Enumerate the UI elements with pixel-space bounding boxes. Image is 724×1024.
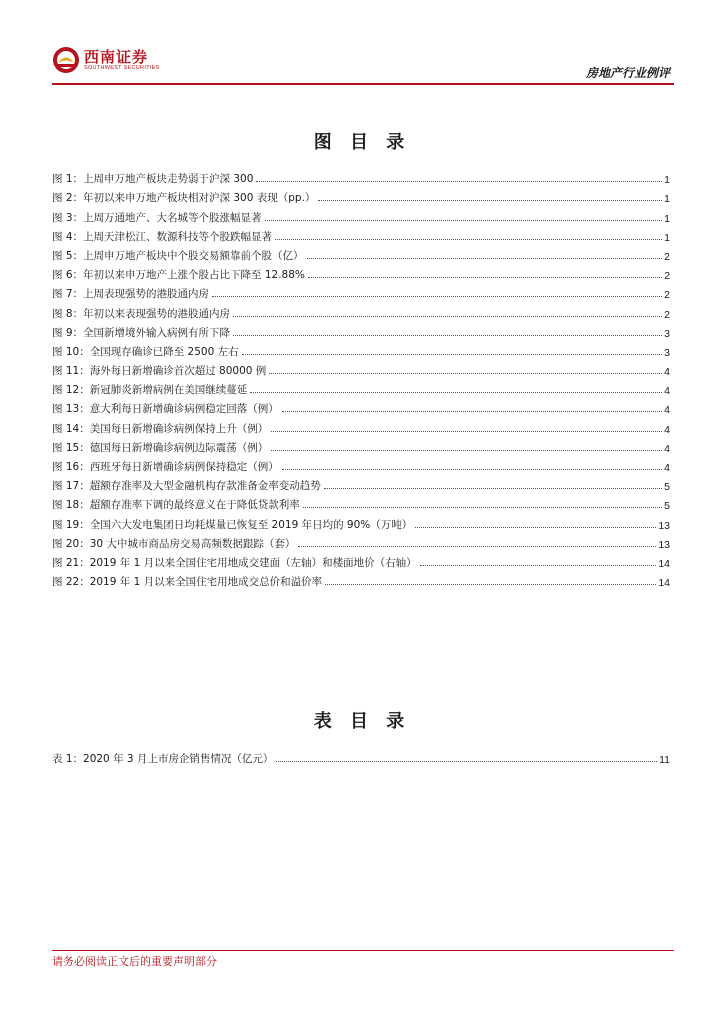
toc-entry[interactable]	[52, 474, 670, 493]
brand-name-cn: 西南证券	[84, 47, 149, 66]
toc-entry[interactable]	[52, 455, 670, 474]
toc-entry-page: 13	[658, 538, 670, 551]
toc-leader-dots	[308, 277, 662, 278]
toc-entry[interactable]	[52, 263, 670, 282]
tables-toc-list	[52, 747, 670, 766]
toc-entry-label: 图 16：西班牙每日新增确诊病例保持稳定（例）	[52, 461, 279, 473]
toc-entry-page: 3	[664, 327, 670, 340]
toc-entry[interactable]	[52, 186, 670, 205]
toc-entry-label: 图 8：年初以来表现强势的港股通内房	[52, 307, 231, 320]
toc-leader-dots	[265, 220, 663, 221]
toc-entry[interactable]	[52, 570, 670, 589]
footer-divider	[52, 950, 674, 951]
toc-entry-page: 5	[664, 500, 670, 513]
toc-entry-page: 4	[664, 442, 670, 455]
toc-entry[interactable]	[52, 205, 670, 224]
toc-entry[interactable]	[52, 551, 670, 570]
toc-entry-page: 2	[664, 289, 670, 302]
toc-entry[interactable]	[52, 378, 670, 397]
toc-entry-page: 4	[664, 462, 670, 474]
toc-leader-dots	[303, 507, 662, 508]
toc-leader-dots	[275, 239, 662, 240]
figures-toc-list	[52, 167, 670, 589]
toc-entry-page: 2	[664, 250, 670, 263]
toc-entry-label: 图 1：上周申万地产板块走势弱于沪深 300	[52, 173, 254, 186]
toc-entry[interactable]	[52, 493, 670, 512]
toc-entry[interactable]	[52, 436, 670, 455]
toc-entry-page: 14	[658, 577, 670, 590]
toc-entry-label: 图 19：全国六大发电集团日均耗煤量已恢复至 2019 年日均的 90%（万吨）	[52, 518, 413, 531]
toc-entry[interactable]	[52, 532, 670, 551]
toc-entry-label: 图 9：全国新增境外输入病例有所下降	[52, 326, 231, 339]
toc-entry-label: 图 18：超额存准率下调的最终意义在于降低贷款利率	[52, 499, 300, 512]
toc-entry[interactable]	[52, 416, 670, 435]
brand-name-en: SOUTHWEST SECURITIES	[84, 64, 160, 71]
toc-entry-label: 图 13：意大利每日新增确诊病例稳定回落（例）	[52, 403, 279, 416]
toc-entry-label: 图 14：美国每日新增确诊病例保持上升（例）	[52, 422, 269, 435]
toc-leader-dots	[269, 373, 662, 374]
toc-leader-dots	[233, 335, 662, 336]
toc-leader-dots	[420, 565, 657, 566]
toc-entry[interactable]	[52, 397, 670, 416]
toc-leader-dots	[325, 584, 656, 585]
toc-entry-label: 图 4：上周天津松江、数源科技等个股跌幅显著	[52, 230, 273, 243]
toc-entry-label: 图 22：2019 年 1 月以来全国住宅用地成交总价和溢价率	[52, 576, 323, 589]
toc-entry-label: 图 21：2019 年 1 月以来全国住宅用地成交建面（左轴）和楼面地价（右轴）	[52, 556, 417, 569]
toc-entry-page: 2	[664, 308, 670, 321]
toc-entry-label: 图 20：30 大中城市商品房交易高频数据跟踪（套）	[52, 537, 296, 550]
toc-entry-page: 1	[664, 174, 670, 187]
toc-entry[interactable]	[52, 167, 670, 186]
toc-entry[interactable]	[52, 512, 670, 531]
toc-entry-page: 4	[664, 385, 670, 398]
disclaimer-note: 请务必阅读正文后的重要声明部分	[52, 955, 217, 968]
toc-leader-dots	[250, 392, 662, 393]
toc-entry-label: 图 10：全国现存确诊已降至 2500 左右	[52, 345, 239, 358]
toc-leader-dots	[298, 546, 656, 547]
toc-entry-page: 1	[664, 212, 670, 225]
toc-entry-label: 图 17：超额存准率及大型金融机构存款准备金率变动趋势	[52, 480, 321, 493]
brand-emblem-icon	[52, 46, 80, 74]
toc-leader-dots	[271, 450, 662, 451]
toc-entry-page: 14	[658, 557, 670, 570]
toc-leader-dots	[271, 431, 662, 432]
toc-entry-label: 图 7：上周表现强势的港股通内房	[52, 288, 210, 301]
toc-entry-label: 图 11：海外每日新增确诊首次超过 80000 例	[52, 365, 267, 378]
toc-entry[interactable]	[52, 321, 670, 340]
toc-entry[interactable]	[52, 747, 670, 766]
toc-leader-dots	[282, 469, 662, 470]
toc-entry-label: 图 6：年初以来申万地产上涨个股占比下降至 12.88%	[52, 269, 305, 282]
toc-leader-dots	[242, 354, 663, 355]
toc-entry-label: 图 15：德国每日新增确诊病例边际震荡（例）	[52, 441, 269, 454]
toc-leader-dots	[415, 527, 656, 528]
toc-entry-label: 表 1：2020 年 3 月上市房企销售情况（亿元）	[52, 753, 274, 766]
toc-entry-page: 5	[664, 481, 670, 494]
brand-logo	[52, 45, 160, 75]
header-divider	[52, 83, 674, 85]
toc-entry-page: 1	[664, 193, 670, 206]
document-type: 房地产行业例评	[585, 66, 670, 80]
toc-leader-dots	[233, 316, 662, 317]
toc-leader-dots	[324, 488, 662, 489]
toc-entry-page: 4	[664, 366, 670, 379]
toc-entry-page: 11	[659, 754, 670, 767]
toc-entry[interactable]	[52, 282, 670, 301]
toc-entry-label: 图 12：新冠肺炎新增病例在美国继续蔓延	[52, 384, 248, 397]
toc-entry-label: 图 3：上周万通地产、大名城等个股涨幅显著	[52, 211, 262, 224]
toc-entry-label: 图 2：年初以来申万地产板块相对沪深 300 表现（pp.）	[52, 192, 316, 205]
toc-leader-dots	[307, 258, 663, 259]
toc-entry-page: 1	[664, 231, 670, 244]
toc-entry-page: 3	[664, 346, 670, 359]
toc-entry-page: 4	[664, 404, 670, 417]
toc-leader-dots	[318, 200, 662, 201]
toc-entry[interactable]	[52, 244, 670, 263]
toc-entry[interactable]	[52, 340, 670, 359]
toc-entry[interactable]	[52, 301, 670, 320]
toc-leader-dots	[256, 181, 662, 182]
tables-toc-title: 表 目 录	[313, 711, 411, 732]
toc-entry[interactable]	[52, 359, 670, 378]
toc-entry-label: 图 5：上周申万地产板块中个股交易额靠前个股（亿）	[52, 249, 304, 262]
toc-entry[interactable]	[52, 225, 670, 244]
toc-entry-page: 4	[664, 423, 670, 436]
toc-leader-dots	[282, 411, 662, 412]
toc-entry-page: 2	[664, 270, 670, 283]
figures-toc-title: 图 目 录	[313, 132, 411, 153]
toc-leader-dots	[276, 761, 657, 762]
toc-leader-dots	[212, 296, 662, 297]
toc-entry-page: 13	[658, 519, 670, 532]
